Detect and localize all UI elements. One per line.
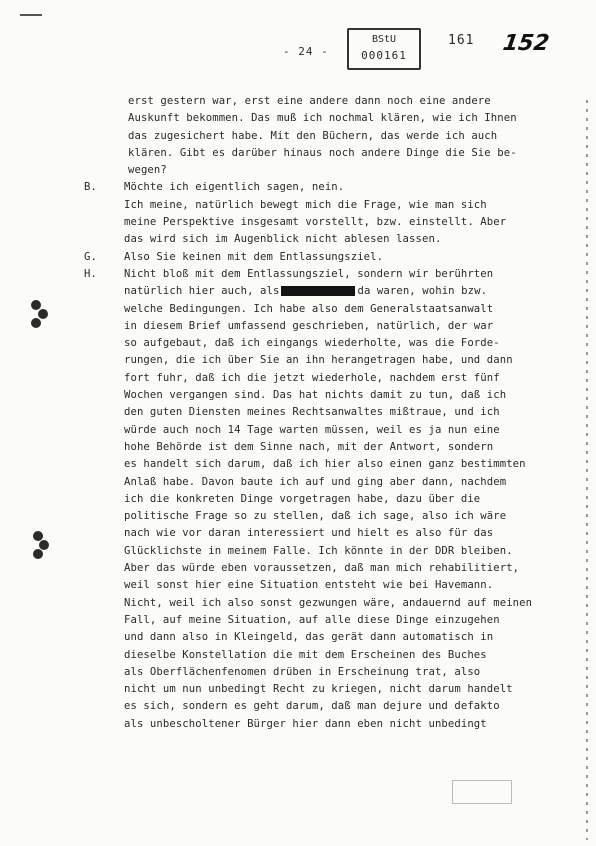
speaker-label: H. bbox=[84, 267, 97, 280]
transcript-line: ich die konkreten Dinge vorgetragen habe, dazu über die bbox=[124, 492, 481, 505]
transcript-line: Glücklichste in meinem Falle. Ich könnte in der DDR bleiben. bbox=[124, 544, 513, 557]
stamp-label: BStU bbox=[371, 34, 397, 45]
archive-stamp bbox=[347, 28, 421, 70]
transcript-line: nicht um nun unbedingt Recht zu kriegen, nicht darum handelt bbox=[124, 683, 513, 696]
transcript-line: würde auch noch 14 Tage warten müssen, weil es ja nun eine bbox=[124, 423, 500, 436]
redaction-bar bbox=[281, 286, 355, 296]
transcript-line: H. Nicht bloß mit dem Entlassungsziel, sondern wir berührten bbox=[88, 266, 558, 283]
transcript-line: es handelt sich darum, daß ich hier also einen ganz bestimmten bbox=[124, 458, 526, 471]
transcript-line: G. Also Sie keinen mit dem Entlassungsziel. bbox=[88, 249, 558, 266]
speaker-label: B. bbox=[84, 181, 97, 194]
punch-hole bbox=[33, 549, 43, 559]
stamp-number: 000161 bbox=[361, 49, 407, 62]
scan-right-edge bbox=[586, 100, 588, 840]
transcript-line: so aufgebaut, daß ich eingangs wiederholte, was die Forde- bbox=[124, 337, 500, 350]
transcript-line: Auskunft bekommen. Das muß ich nochmal klären, wie ich Ihnen bbox=[128, 112, 517, 125]
transcript-line: wegen? bbox=[128, 164, 167, 177]
transcript-line: nach wie vor daran interessiert und hielt es also für das bbox=[124, 527, 494, 540]
transcript-line: Wochen vergangen sind. Das hat nichts damit zu tun, daß ich bbox=[124, 389, 507, 402]
transcript-body bbox=[84, 93, 558, 733]
transcript-line: meine Perspektive insgesamt vorstellt, bzw. einstellt. Aber bbox=[124, 216, 507, 229]
transcript-line: erst gestern war, erst eine andere dann noch eine andere bbox=[128, 95, 491, 107]
transcript-line: Aber das würde eben voraussetzen, daß man mich rehabilitiert, bbox=[124, 562, 520, 575]
punch-hole bbox=[38, 309, 48, 319]
transcript-line: es sich, sondern es geht darum, daß man dejure und defakto bbox=[124, 700, 500, 713]
transcript-line: als unbescholtener Bürger hier dann eben nicht unbedingt bbox=[124, 717, 487, 730]
transcript-line: und dann also in Kleingeld, das gerät dann automatisch in bbox=[124, 631, 494, 644]
transcript-line: hohe Behörde ist dem Sinne nach, mit der Antwort, sondern bbox=[124, 440, 494, 453]
transcript-line: in diesem Brief umfassend geschrieben, natürlich, der war bbox=[124, 319, 494, 332]
transcript-line: B. Möchte ich eigentlich sagen, nein. bbox=[88, 179, 558, 196]
transcript-line: Anlaß habe. Davon baute ich auf und ging aber dann, nachdem bbox=[124, 475, 507, 488]
page-number: - 24 - bbox=[283, 45, 329, 58]
transcript-line: klären. Gibt es darüber hinaus noch andere Dinge die Sie be- bbox=[128, 146, 517, 159]
transcript-line: rungen, die ich über Sie an ihn herangetragen habe, und dann bbox=[124, 354, 513, 367]
punch-hole bbox=[39, 540, 49, 550]
punch-hole bbox=[31, 300, 41, 310]
transcript-line: weil sonst hier eine Situation entsteht wie bei Havemann. bbox=[124, 579, 494, 592]
folio-number-typed: 161 bbox=[448, 33, 475, 48]
transcript-line: welche Bedingungen. Ich habe also dem Generalstaatsanwalt bbox=[124, 302, 494, 315]
transcript-line: als Oberflächenfenomen drüben in Erscheinung trat, also bbox=[124, 665, 481, 678]
folio-number-handwritten: 152 bbox=[501, 31, 551, 56]
transcript-line: natürlich hier auch, als da waren, wohin bzw. bbox=[124, 285, 488, 298]
speaker-label: G. bbox=[84, 250, 97, 263]
transcript-line: politische Frage so zu stellen, daß ich sage, also ich wäre bbox=[124, 510, 507, 523]
transcript-line: den guten Diensten meines Rechtsanwaltes mißtraue, und ich bbox=[124, 406, 500, 419]
transcript-line: das zugesichert habe. Mit den Büchern, das werde ich auch bbox=[128, 129, 498, 142]
transcript-line: Fall, auf meine Situation, auf alle diese Dinge einzugehen bbox=[124, 613, 500, 626]
transcript-line: fort fuhr, daß ich die jetzt wiederhole, nachdem erst fünf bbox=[124, 371, 500, 384]
transcript-line: dieselbe Konstellation die mit dem Erscheinen des Buches bbox=[124, 648, 487, 661]
transcript-line: Ich meine, natürlich bewegt mich die Frage, wie man sich bbox=[124, 198, 487, 211]
faint-stamp-box bbox=[452, 780, 512, 804]
punch-hole bbox=[31, 318, 41, 328]
transcript-line: Nicht, weil ich also sonst gezwungen wäre, andauernd auf meinen bbox=[124, 596, 533, 609]
transcript-line: das wird sich im Augenblick nicht ablesen lassen. bbox=[124, 233, 442, 246]
scan-edge-mark bbox=[20, 14, 42, 16]
